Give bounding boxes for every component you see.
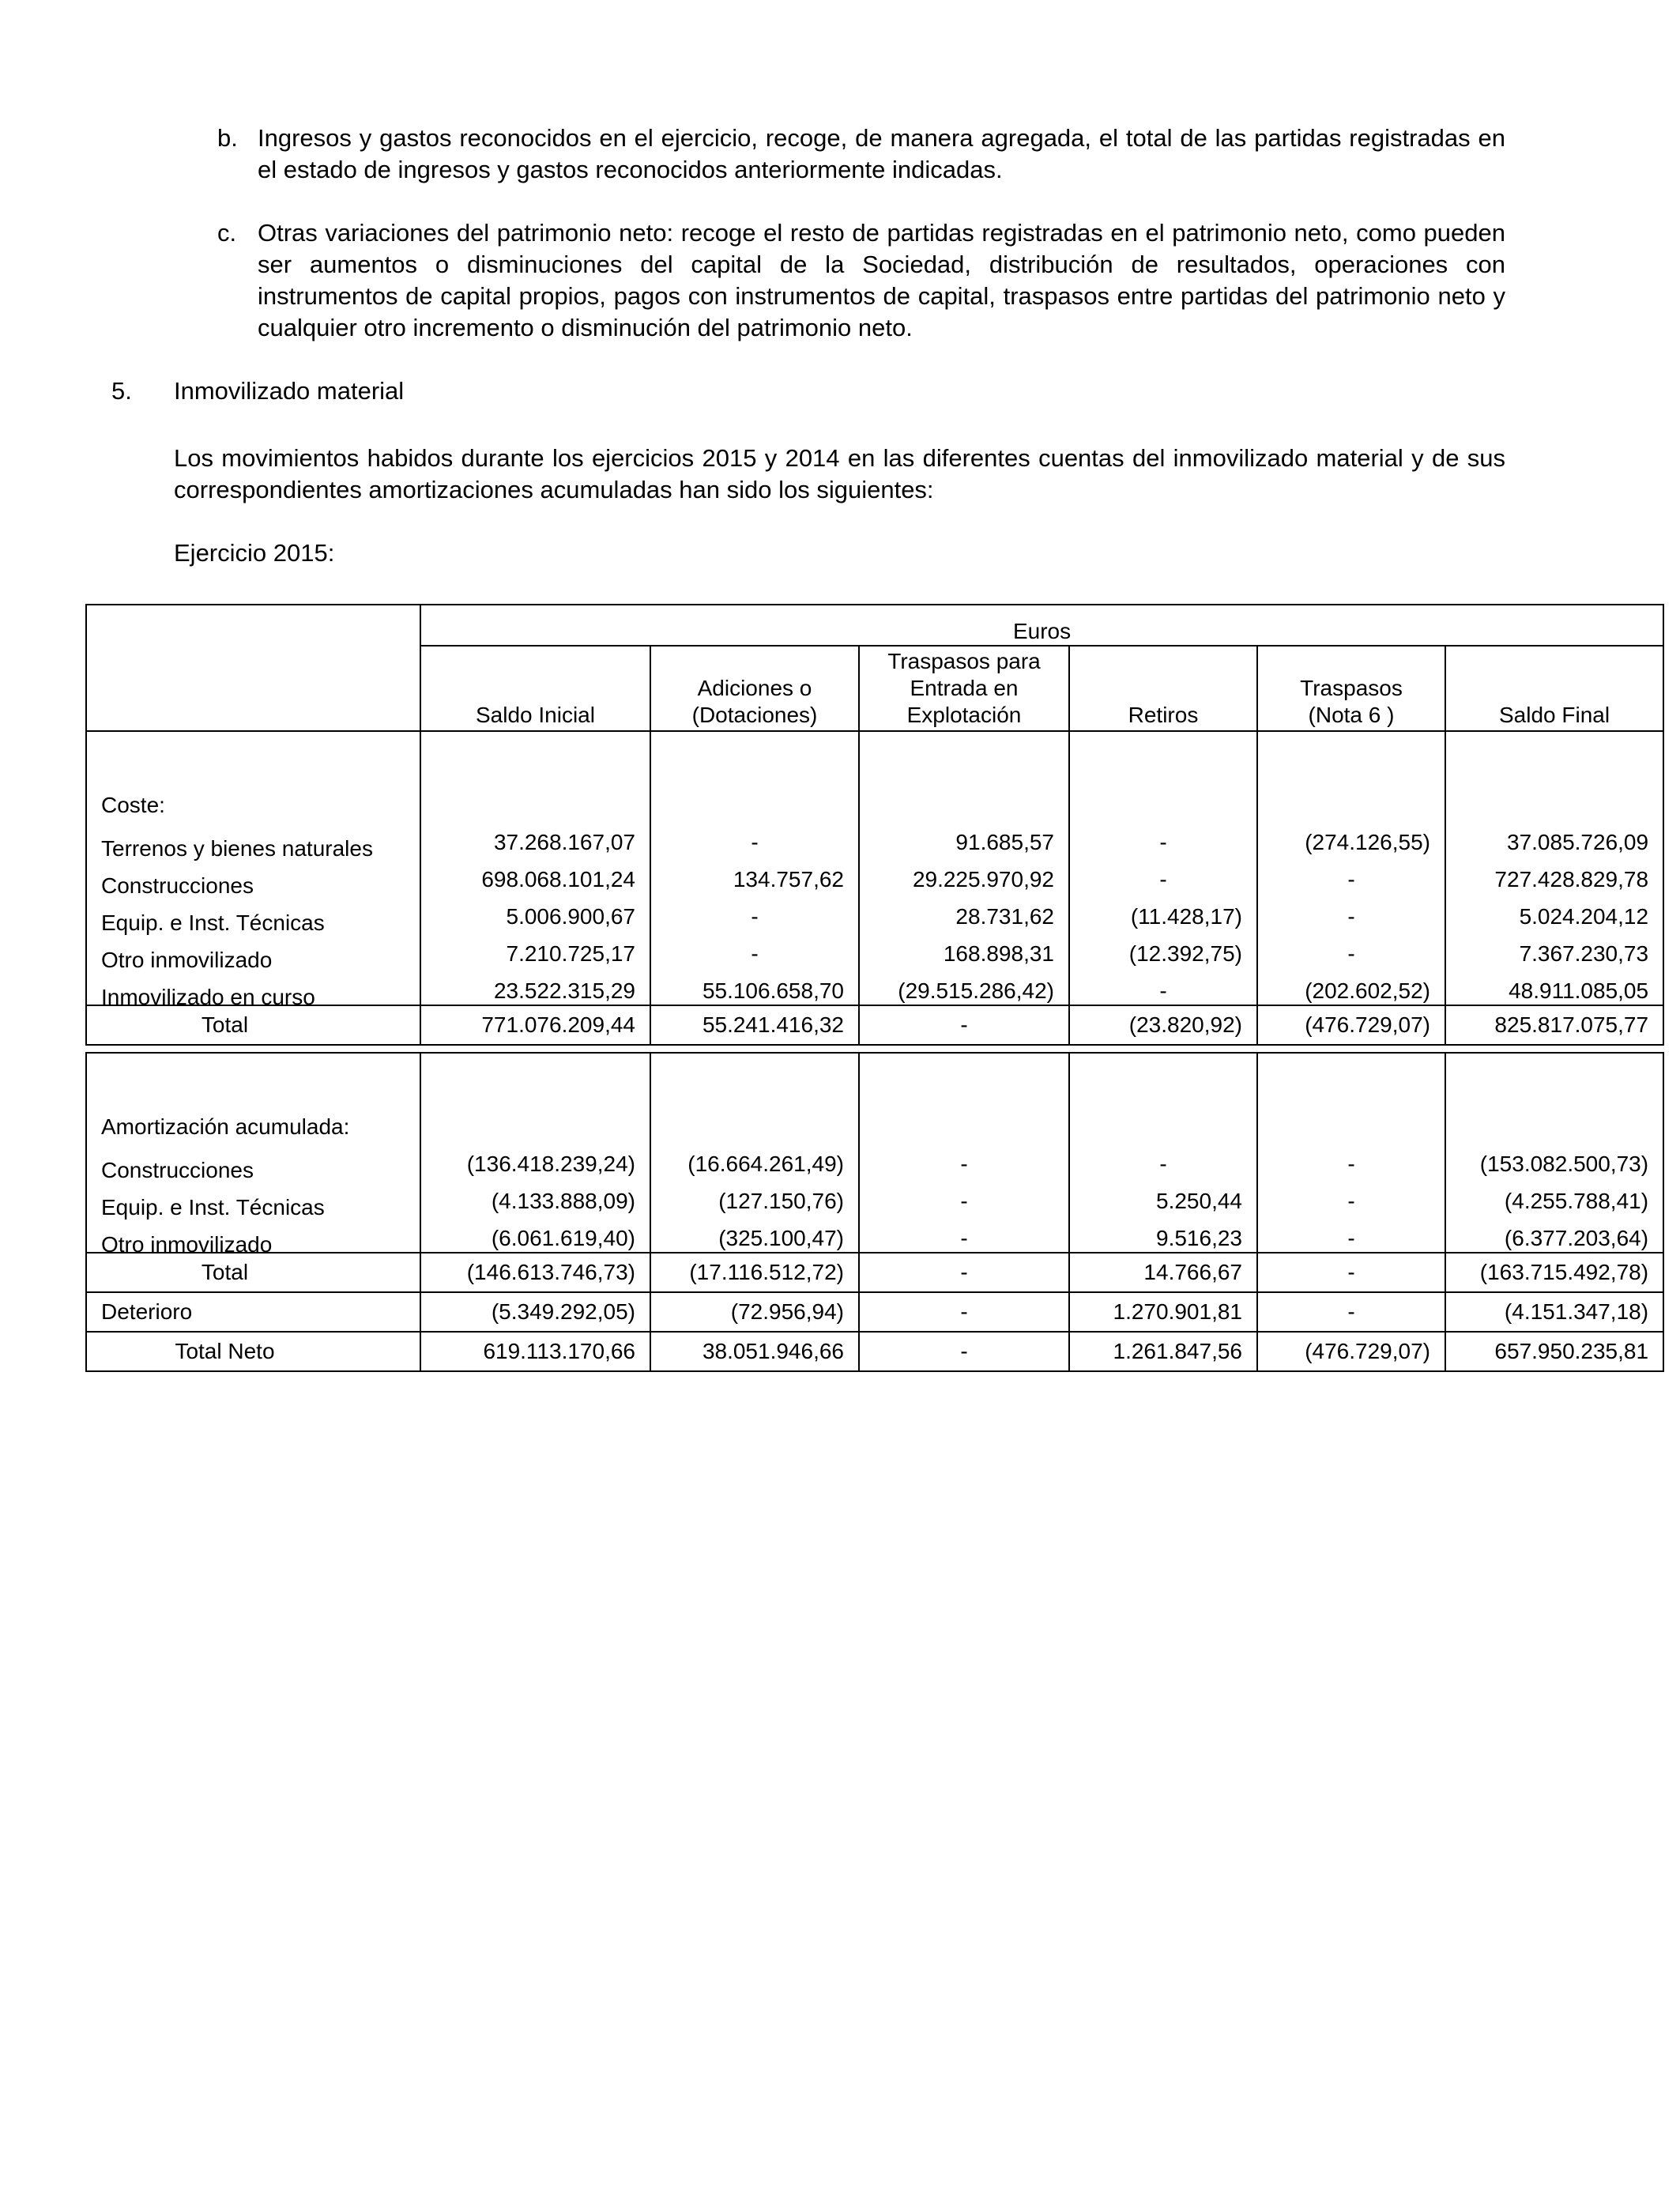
cell: (163.715.492,78): [1445, 1253, 1663, 1292]
cell: -: [1257, 1140, 1445, 1178]
row-label: Construcciones: [101, 873, 254, 898]
section-header-row: [86, 1104, 1663, 1140]
currency-header: Euros: [420, 605, 1663, 646]
cell: -: [859, 1215, 1069, 1253]
cell: (4.255.788,41): [1445, 1178, 1663, 1215]
cell: 1.270.901,81: [1069, 1292, 1257, 1332]
cell: (17.116.512,72): [650, 1253, 859, 1292]
cell: 134.757,62: [650, 856, 859, 893]
cell: 55.106.658,70: [650, 967, 859, 1005]
gap-row: [86, 1045, 1663, 1053]
spacer-row: [86, 1053, 1663, 1104]
deterioro-row: [86, 1292, 1663, 1332]
cell: (16.664.261,49): [650, 1140, 859, 1178]
cell: 5.250,44: [1069, 1178, 1257, 1215]
cell: (72.956,94): [650, 1292, 859, 1332]
cell: (5.349.292,05): [420, 1292, 650, 1332]
cell: 619.113.170,66: [420, 1332, 650, 1371]
cell: (136.418.239,24): [420, 1140, 650, 1178]
cell: -: [1257, 856, 1445, 893]
cell: -: [650, 930, 859, 967]
table-row: [86, 930, 1663, 967]
total-neto-row: [86, 1332, 1663, 1371]
header-blank-cell: [86, 605, 420, 731]
col-header-adiciones: Adiciones o (Dotaciones): [650, 646, 859, 731]
cell: 37.268.167,07: [420, 819, 650, 856]
cell: (146.613.746,73): [420, 1253, 650, 1292]
section-header-row: [86, 782, 1663, 819]
paragraph-b-text: Ingresos y gastos reconocidos en el ejercicio, recoge, de manera agregada, el total de las partidas registradas en el estado de ingresos y gastos reconocidos anteriormente indicadas.: [258, 124, 1505, 183]
table-row: [86, 967, 1663, 1005]
col-header-traspasos-nota: Traspasos (Nota 6 ): [1257, 646, 1445, 731]
cell: -: [859, 1140, 1069, 1178]
table-row: [86, 1178, 1663, 1215]
cell: (274.126,55): [1257, 819, 1445, 856]
cell: -: [859, 1005, 1069, 1045]
cell: -: [1069, 856, 1257, 893]
cell: (23.820,92): [1069, 1005, 1257, 1045]
fixed-assets-table: [85, 604, 1664, 1372]
row-label: Otro inmovilizado: [101, 948, 273, 972]
col-header-retiros: Retiros: [1069, 646, 1257, 731]
total-label: Total: [86, 1005, 420, 1045]
cell: (325.100,47): [650, 1215, 859, 1253]
row-label: Equip. e Inst. Técnicas: [101, 1195, 325, 1220]
table-row: [86, 819, 1663, 856]
cell: 5.024.204,12: [1445, 893, 1663, 930]
cell: -: [859, 1253, 1069, 1292]
cell: -: [650, 819, 859, 856]
paragraph-c-label: c.: [217, 219, 237, 247]
cell: 14.766,67: [1069, 1253, 1257, 1292]
cell: 7.367.230,73: [1445, 930, 1663, 967]
cell: -: [1257, 1178, 1445, 1215]
amortizacion-title: Amortización acumulada:: [86, 1104, 420, 1140]
cell: 29.225.970,92: [859, 856, 1069, 893]
cell: -: [859, 1332, 1069, 1371]
cell: 23.522.315,29: [420, 967, 650, 1005]
total-label: Total: [86, 1253, 420, 1292]
table-row: [86, 893, 1663, 930]
deterioro-label: Deterioro: [86, 1292, 420, 1332]
cell: (6.061.619,40): [420, 1215, 650, 1253]
cell: (127.150,76): [650, 1178, 859, 1215]
col-header-saldo-inicial: Saldo Inicial: [420, 646, 650, 731]
coste-total-row: [86, 1005, 1663, 1045]
cell: 9.516,23: [1069, 1215, 1257, 1253]
row-label: Terrenos y bienes naturales: [101, 836, 373, 861]
cell: (153.082.500,73): [1445, 1140, 1663, 1178]
cell: (476.729,07): [1257, 1005, 1445, 1045]
cell: 91.685,57: [859, 819, 1069, 856]
cell: (29.515.286,42): [859, 967, 1069, 1005]
amortizacion-total-row: [86, 1253, 1663, 1292]
spacer-row: [86, 731, 1663, 782]
cell: 37.085.726,09: [1445, 819, 1663, 856]
currency-row: [86, 605, 1663, 646]
col-header-traspasos-explotacion: Traspasos para Entrada en Explotación: [859, 646, 1069, 731]
table-row: [86, 1215, 1663, 1253]
cell: 7.210.725,17: [420, 930, 650, 967]
cell: 55.241.416,32: [650, 1005, 859, 1045]
cell: -: [1257, 893, 1445, 930]
cell: 28.731,62: [859, 893, 1069, 930]
cell: (6.377.203,64): [1445, 1215, 1663, 1253]
cell: -: [1257, 1215, 1445, 1253]
row-label: Otro inmovilizado: [101, 1232, 273, 1257]
total-neto-label: Total Neto: [86, 1332, 420, 1371]
cell: (202.602,52): [1257, 967, 1445, 1005]
cell: 38.051.946,66: [650, 1332, 859, 1371]
table-row: [86, 856, 1663, 893]
cell: -: [1069, 967, 1257, 1005]
cell: (11.428,17): [1069, 893, 1257, 930]
cell: (12.392,75): [1069, 930, 1257, 967]
table-caption: Ejercicio 2015:: [174, 539, 335, 567]
cell: -: [1069, 1140, 1257, 1178]
cell: -: [1257, 1292, 1445, 1332]
cell: (4.151.347,18): [1445, 1292, 1663, 1332]
cell: (476.729,07): [1257, 1332, 1445, 1371]
table-row: [86, 1140, 1663, 1178]
cell: -: [1257, 1253, 1445, 1292]
cell: 1.261.847,56: [1069, 1332, 1257, 1371]
cell: 727.428.829,78: [1445, 856, 1663, 893]
col-header-saldo-final: Saldo Final: [1445, 646, 1663, 731]
section-title: Inmovilizado material: [174, 377, 405, 405]
cell: 771.076.209,44: [420, 1005, 650, 1045]
cell: 698.068.101,24: [420, 856, 650, 893]
coste-title: Coste:: [86, 782, 420, 819]
section-number: 5.: [111, 377, 132, 405]
cell: 168.898,31: [859, 930, 1069, 967]
cell: 825.817.075,77: [1445, 1005, 1663, 1045]
cell: 5.006.900,67: [420, 893, 650, 930]
row-label: Equip. e Inst. Técnicas: [101, 910, 325, 935]
row-label: Construcciones: [101, 1158, 254, 1182]
cell: -: [650, 893, 859, 930]
cell: -: [1257, 930, 1445, 967]
cell: (4.133.888,09): [420, 1178, 650, 1215]
cell: -: [1069, 819, 1257, 856]
row-label: Inmovilizado en curso: [101, 985, 315, 1009]
paragraph-b-label: b.: [217, 124, 238, 152]
cell: 657.950.235,81: [1445, 1332, 1663, 1371]
paragraph-c-text: Otras variaciones del patrimonio neto: recoge el resto de partidas registradas en el patrimonio neto, como pueden ser aumentos o disminuciones del capital de la Sociedad, distribución de resultados, operaciones con instrumentos de capital propios, pagos con instrumentos de capital, traspasos entre partidas del patrimonio neto y cualquier otro incremento o disminución del patrimonio neto.: [258, 219, 1505, 341]
section-intro: Los movimientos habidos durante los ejercicios 2015 y 2014 en las diferentes cuentas del inmovilizado material y de sus correspondientes amortizaciones acumuladas han sido los siguientes:: [174, 444, 1505, 503]
cell: -: [859, 1178, 1069, 1215]
cell: -: [859, 1292, 1069, 1332]
cell: 48.911.085,05: [1445, 967, 1663, 1005]
